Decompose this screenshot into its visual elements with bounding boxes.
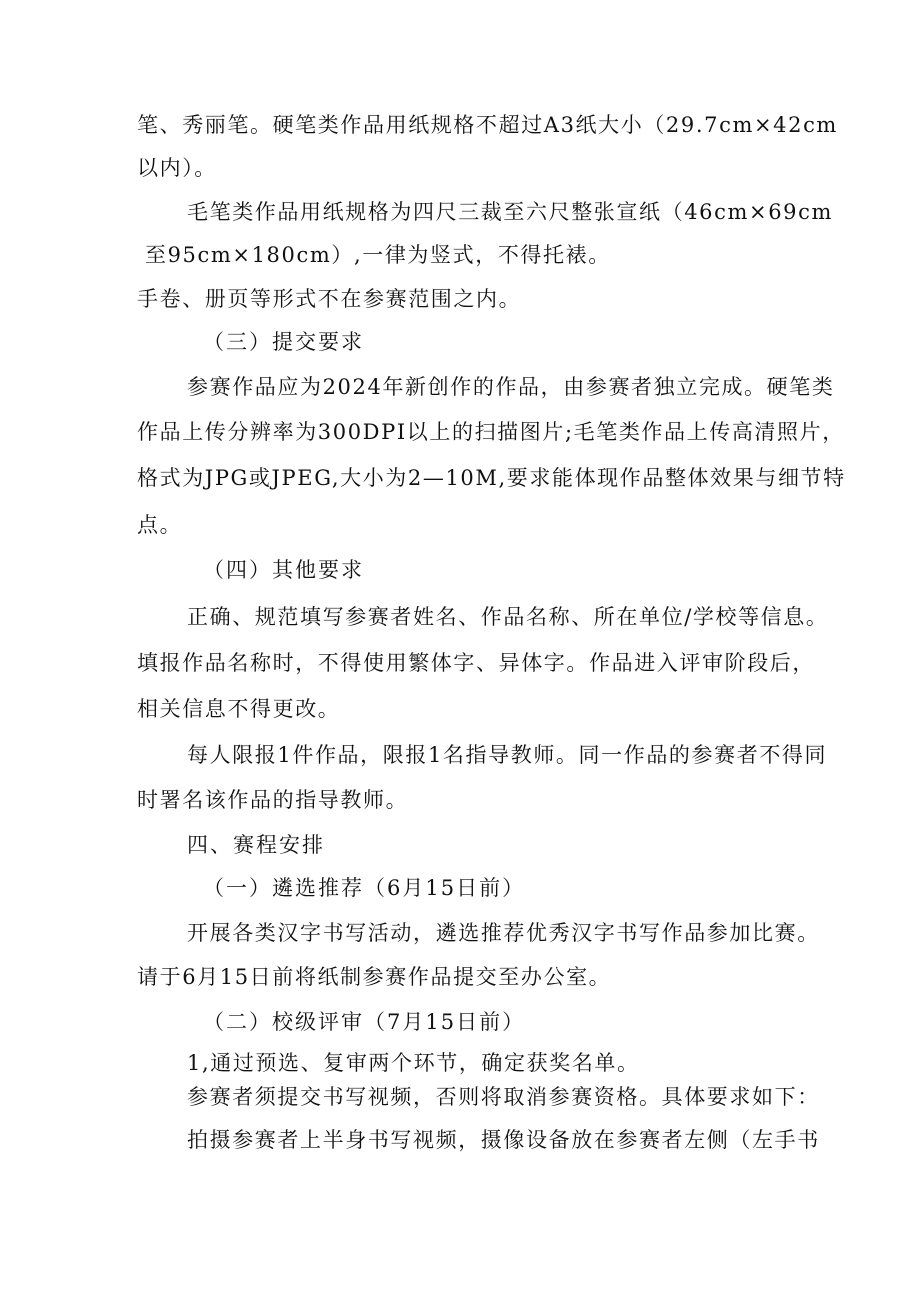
paragraph-line: 请于6月15日前将纸制参赛作品提交至办公室。 — [137, 965, 612, 989]
paragraph-line: 作品上传分辨率为300DPI以上的扫描图片;毛笔类作品上传高清照片， — [137, 420, 845, 444]
section-heading: （四）其他要求 — [203, 558, 364, 582]
paragraph-line: 每人限报1件作品，限报1名指导教师。同一作品的参赛者不得同 — [187, 743, 828, 767]
paragraph-line: 参赛者须提交书写视频，否则将取消参赛资格。具体要求如下： — [187, 1085, 820, 1109]
paragraph-line: 相关信息不得更改。 — [137, 697, 341, 721]
paragraph-line: 笔、秀丽笔。硬笔类作品用纸规格不超过A3纸大小（29.7cm×42cm — [137, 113, 838, 137]
paragraph-line: 参赛作品应为2024年新创作的作品，由参赛者独立完成。硬笔类 — [187, 375, 835, 399]
section-heading: （二）校级评审（7月15日前） — [203, 1010, 526, 1034]
paragraph-line: 至95cm×180cm）,一律为竖式，不得托裱。 — [145, 243, 611, 267]
paragraph-line: 正确、规范填写参赛者姓名、作品名称、所在单位/学校等信息。 — [187, 605, 829, 629]
section-heading: （三）提交要求 — [203, 330, 364, 354]
paragraph-line: 填报作品名称时，不得使用繁体字、异体字。作品进入评审阶段后， — [137, 651, 815, 675]
section-heading: （一）遴选推荐（6月15日前） — [203, 876, 526, 900]
paragraph-line: 拍摄参赛者上半身书写视频，摄像设备放在参赛者左侧（左手书 — [187, 1128, 820, 1152]
paragraph-line: 点。 — [137, 513, 183, 537]
paragraph-line: 时署名该作品的指导教师。 — [137, 788, 409, 812]
paragraph-line: 1,通过预选、复审两个环节，确定获奖名单。 — [187, 1051, 640, 1075]
section-heading: 四、赛程安排 — [187, 833, 325, 857]
paragraph-line: 开展各类汉字书写活动，遴选推荐优秀汉字书写作品参加比赛。 — [187, 921, 820, 945]
paragraph-line: 格式为JPG或JPEG,大小为2—10M,要求能体现作品整体效果与细节特 — [137, 466, 846, 490]
paragraph-line: 以内）。 — [137, 156, 217, 180]
paragraph-line: 手卷、册页等形式不在参赛范围之内。 — [137, 287, 522, 311]
paragraph-line: 毛笔类作品用纸规格为四尺三裁至六尺整张宣纸（46cm×69cm — [187, 200, 833, 224]
